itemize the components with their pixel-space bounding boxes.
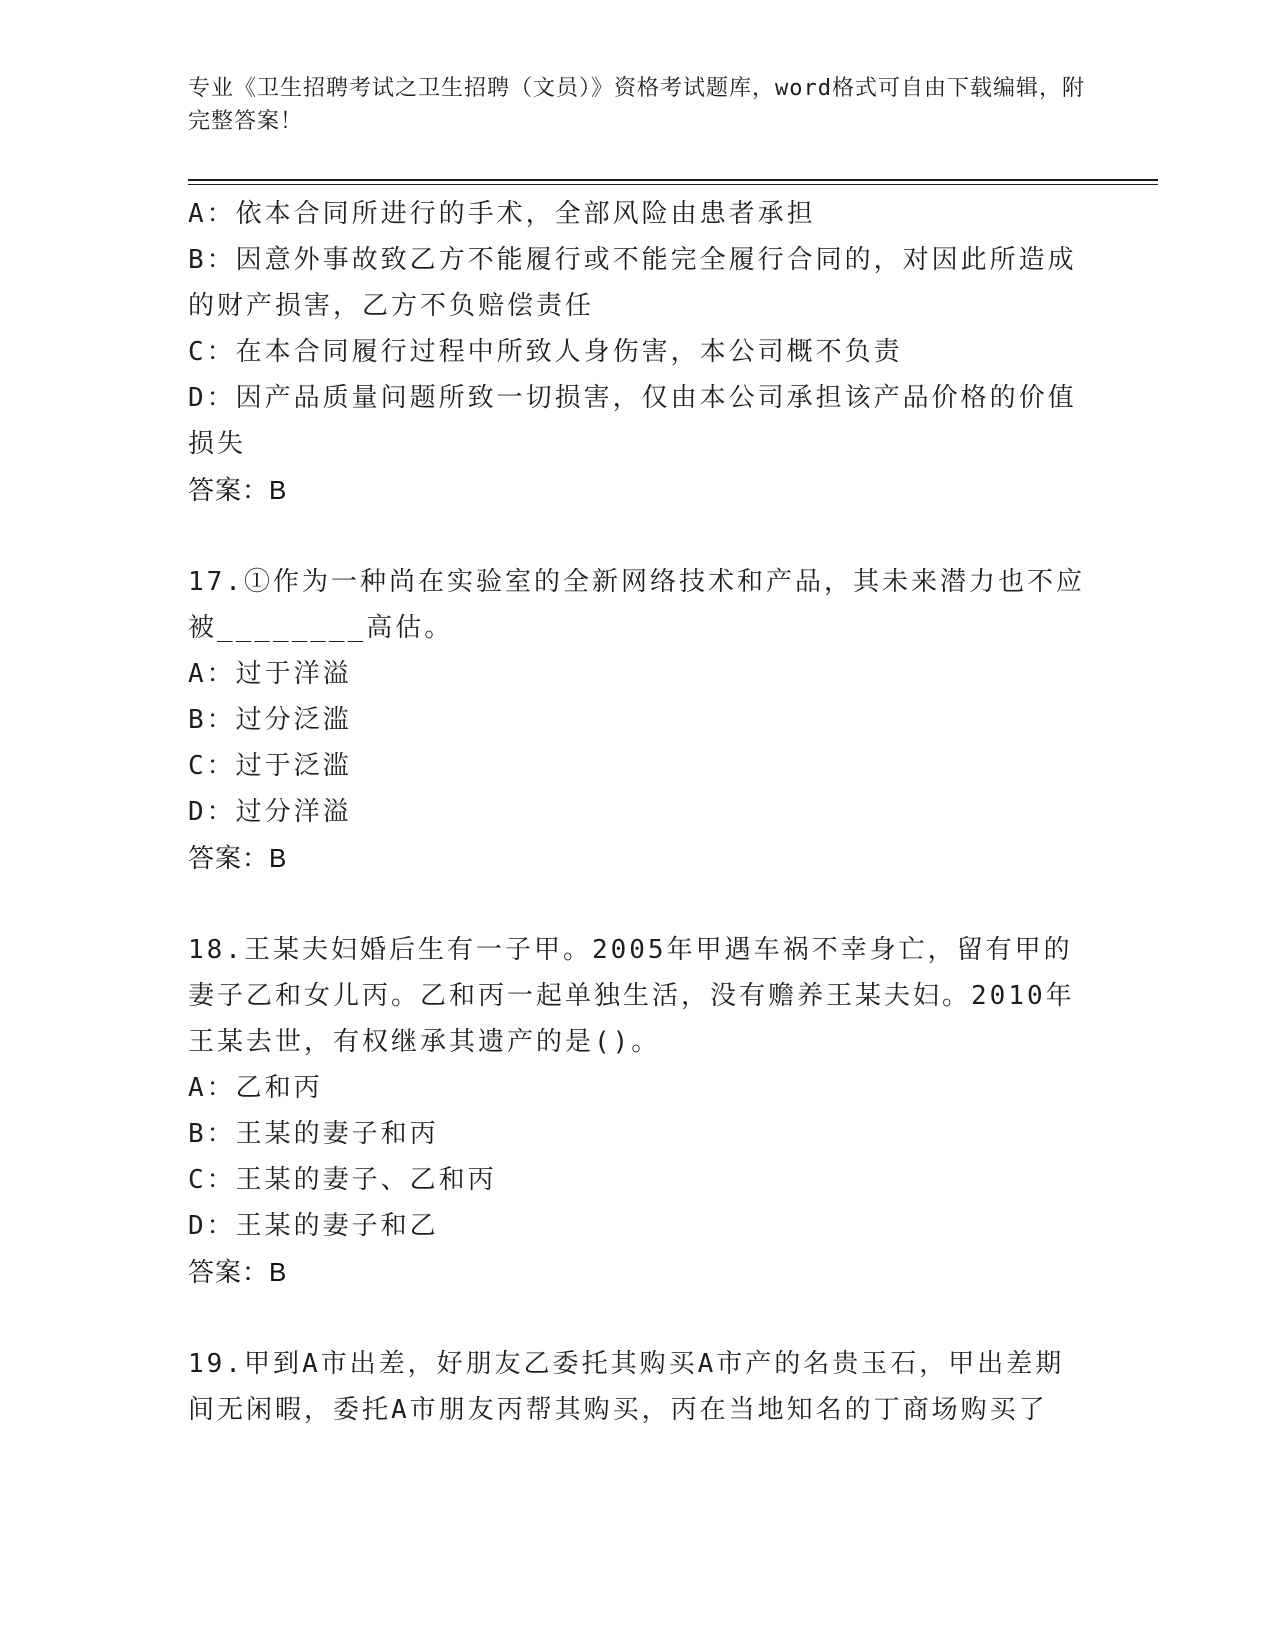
document-header: 专业《卫生招聘考试之卫生招聘（文员）》资格考试题库，word格式可自由下载编辑，附完整答案！: [188, 76, 1085, 134]
spacer: [188, 1295, 1088, 1341]
header-divider-thin: [188, 184, 1158, 185]
question-stem: 19.甲到A市出差，好朋友乙委托其购买A市产的名贵玉石，甲出差期间无闲暇，委托A市朋友丙帮其购买，丙在当地知名的丁商场购买了: [188, 1349, 1065, 1425]
option-a: A：乙和丙: [188, 1073, 323, 1103]
option-d: D：王某的妻子和乙: [188, 1211, 439, 1241]
option-d: D：过分洋溢: [188, 797, 352, 827]
answer-label: 答案：B: [188, 475, 288, 505]
option-b: B：因意外事故致乙方不能履行或不能完全履行合同的，对因此所造成的财产损害，乙方不负赔偿责任: [188, 245, 1077, 321]
spacer: [188, 881, 1088, 927]
question-stem: 17.①作为一种尚在实验室的全新网络技术和产品，其未来潜力也不应被________高估。: [188, 567, 1085, 643]
question-16-block: [188, 191, 1088, 513]
option-a: A：过于洋溢: [188, 659, 352, 689]
question-17-block: [188, 559, 1088, 881]
question-19-block: [188, 1341, 1088, 1433]
answer-label: 答案：B: [188, 843, 288, 873]
option-c: C：过于泛滥: [188, 751, 352, 781]
option-d: D：因产品质量问题所致一切损害，仅由本公司承担该产品价格的价值损失: [188, 383, 1077, 459]
option-a: A：依本合同所进行的手术，全部风险由患者承担: [188, 199, 816, 229]
question-content: [188, 191, 1088, 1433]
option-b: B：王某的妻子和丙: [188, 1119, 439, 1149]
answer-label: 答案：B: [188, 1257, 288, 1287]
option-b: B：过分泛滥: [188, 705, 352, 735]
question-stem: 18.王某夫妇婚后生有一子甲。2005年甲遇车祸不幸身亡，留有甲的妻子乙和女儿丙。乙和丙一起单独生活，没有赡养王某夫妇。2010年王某去世，有权继承其遗产的是()。: [188, 935, 1075, 1057]
header-divider: [188, 179, 1158, 181]
question-18-block: [188, 927, 1088, 1295]
option-c: C：王某的妻子、乙和丙: [188, 1165, 497, 1195]
spacer: [188, 513, 1088, 559]
option-c: C：在本合同履行过程中所致人身伤害，本公司概不负责: [188, 337, 903, 367]
